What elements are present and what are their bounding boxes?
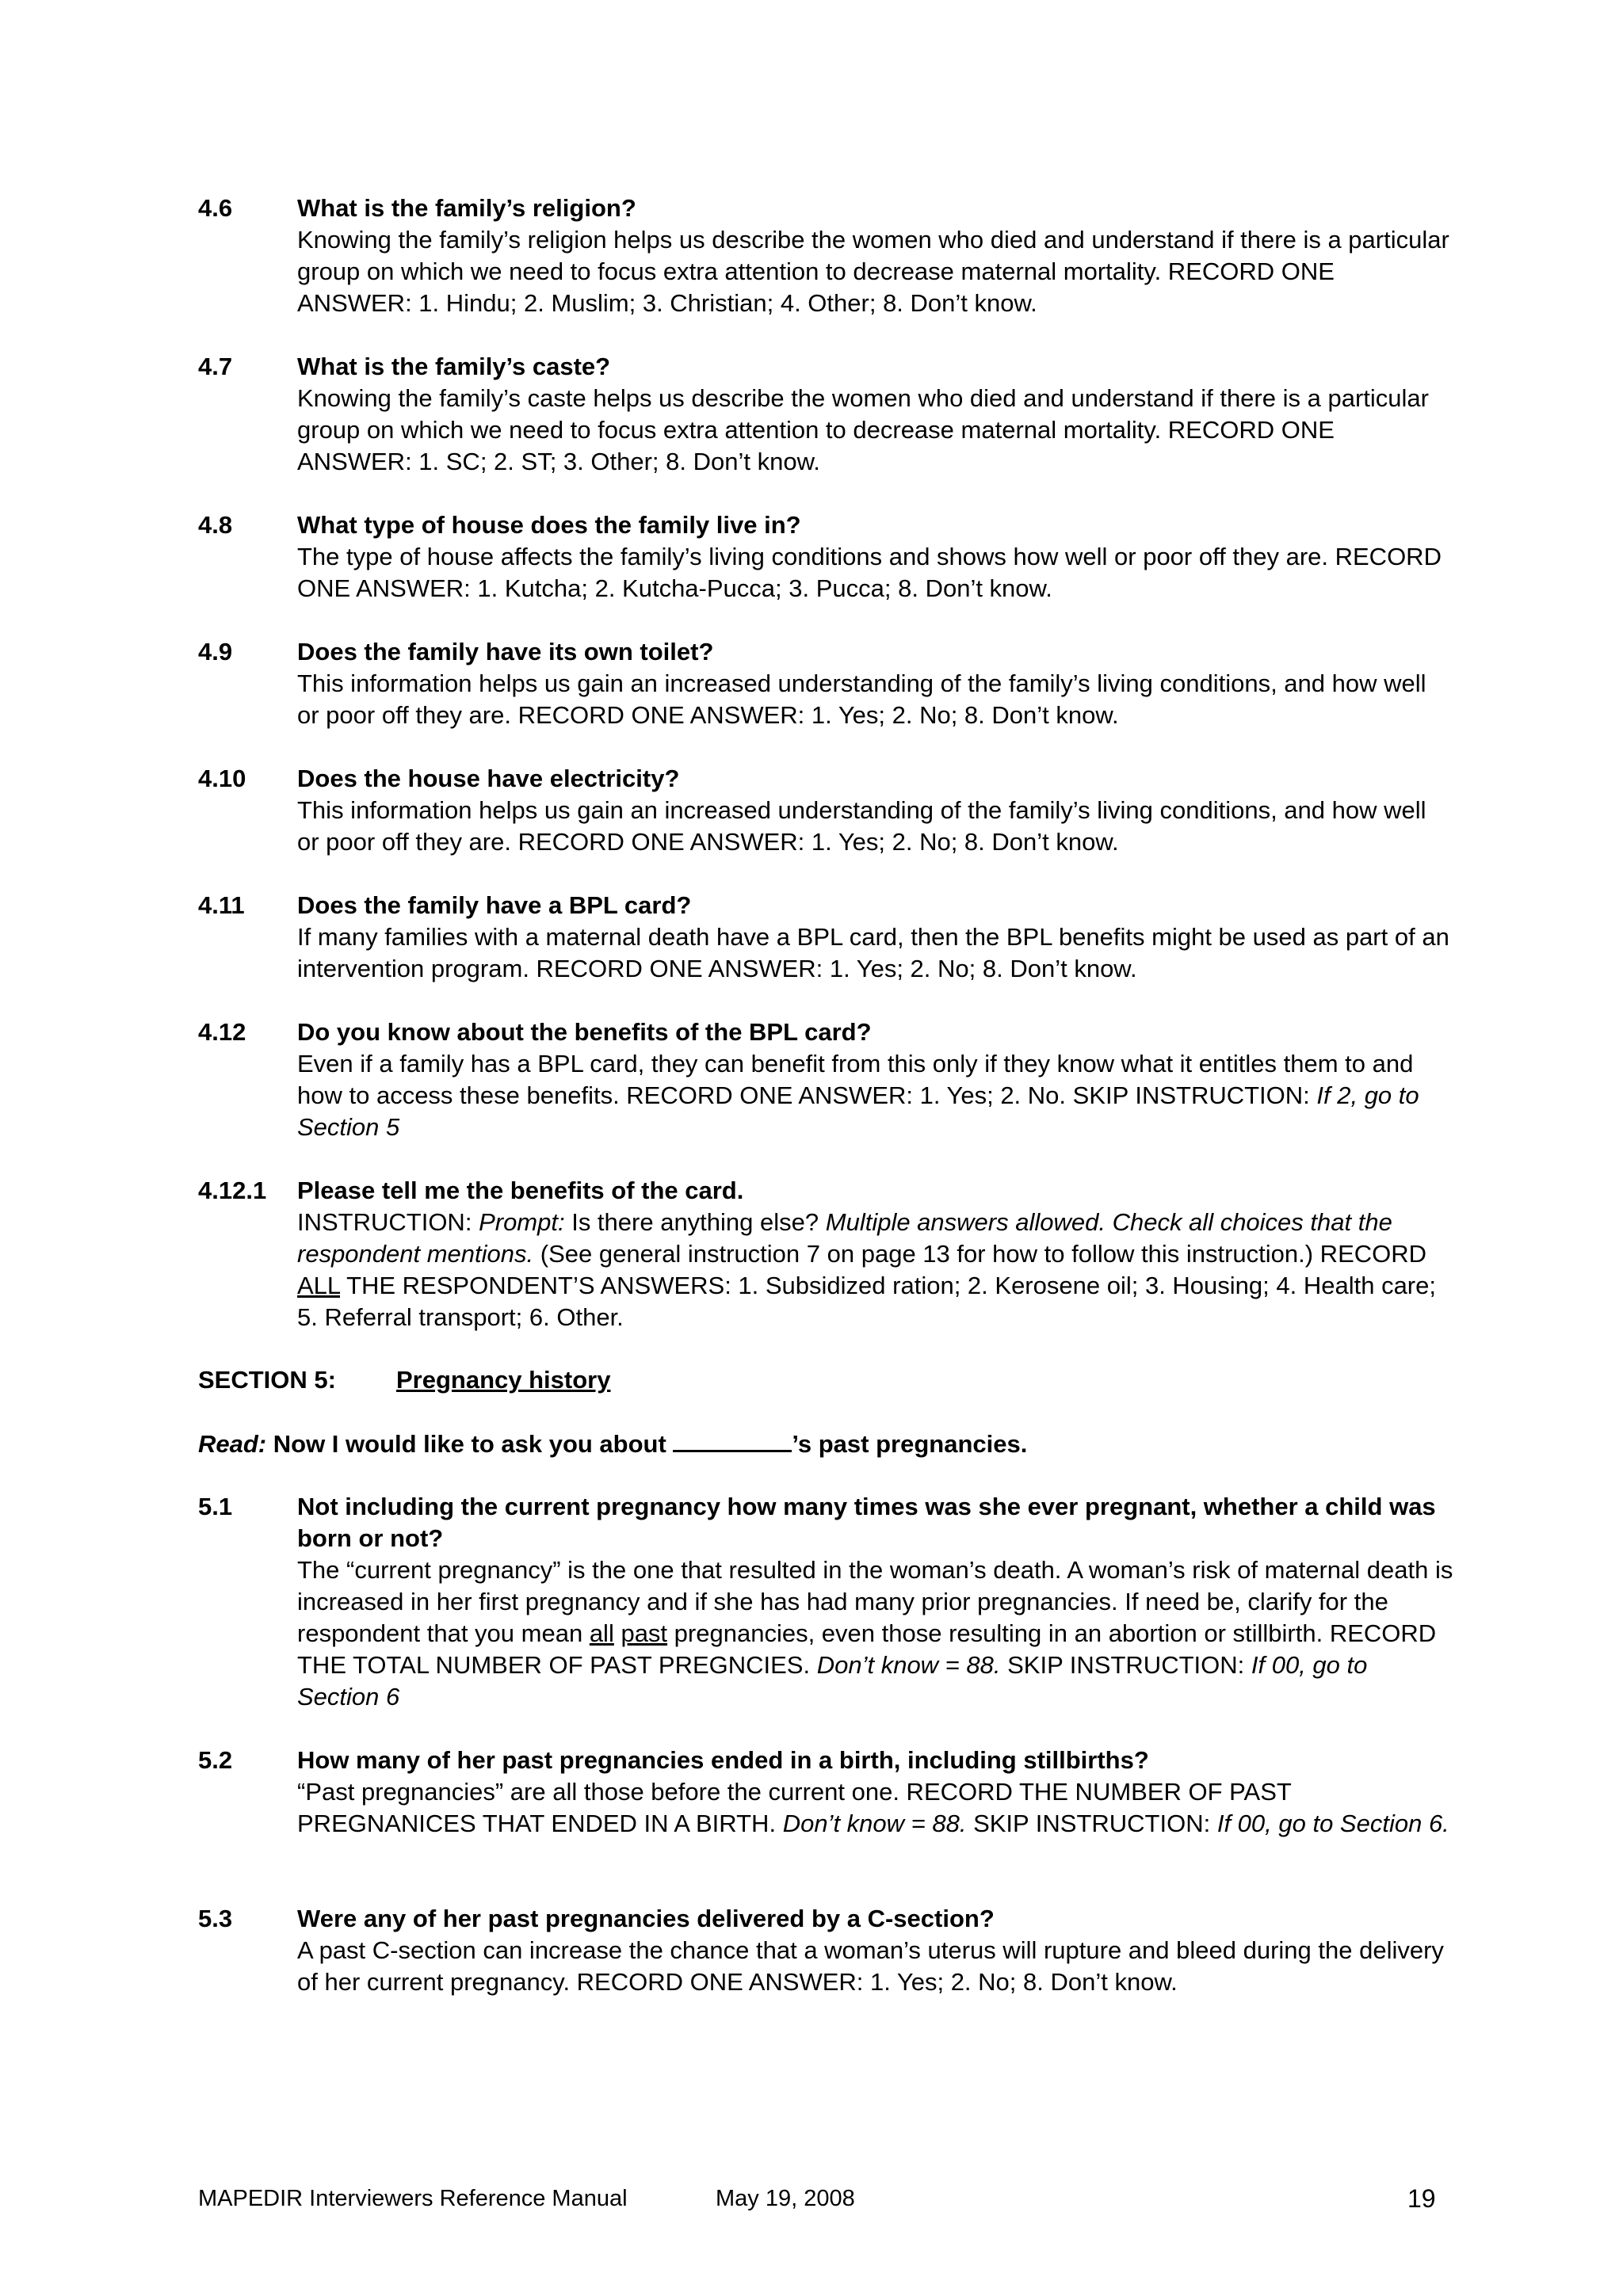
question-content — [297, 1491, 1454, 1713]
skip-instruction: If 00, go to Section 6 — [297, 1651, 1368, 1711]
question-number: 4.7 — [198, 353, 233, 380]
question-content — [297, 1903, 1454, 1998]
question-explanation — [297, 1776, 1454, 1840]
question-text: What type of house does the family live in? — [297, 511, 801, 539]
question-explanation: This information helps us gain an increased understanding of the family’s living conditions, and how well or poor off they are. RECORD ONE ANSWER: 1. Yes; 2. No; 8. Don’t know. — [297, 796, 1426, 856]
skip-instruction: If 00, go to Section 6. — [1216, 1810, 1449, 1837]
question-content — [297, 1016, 1454, 1143]
question-content — [297, 509, 1454, 605]
question-number: 4.8 — [198, 511, 233, 539]
question-number: 4.12.1 — [198, 1177, 267, 1204]
section-title: Pregnancy history — [396, 1366, 611, 1394]
dont-know-code: Don’t know = 88. — [816, 1651, 1001, 1679]
question-content — [297, 1745, 1454, 1840]
section-label: SECTION 5: — [198, 1366, 336, 1394]
question-text: Does the family have a BPL card? — [297, 891, 692, 919]
instruction-text: (See general instruction 7 on page 13 for how to follow this instruction.) RECORD — [533, 1240, 1427, 1268]
instruction-italic: Multiple answers allowed. Check all choices that the respondent mentions. — [297, 1208, 1392, 1268]
prompt-label: Prompt: — [479, 1208, 565, 1236]
underlined-word: past — [621, 1619, 668, 1647]
question-number: 4.9 — [198, 638, 233, 666]
dont-know-code: Don’t know = 88. — [782, 1810, 967, 1837]
question-content — [297, 1175, 1454, 1333]
question-content — [297, 890, 1454, 985]
question-explanation: Knowing the family’s caste helps us describe the women who died and understand if there is a particular group on which we need to focus extra attention to decrease maternal mortality. RECORD ONE ANSWER: 1. SC; 2. ST; 3. Other; 8. Don’t know. — [297, 384, 1429, 475]
question-text: Were any of her past pregnancies delivered by a C-section? — [297, 1905, 995, 1932]
read-text: Now I would like to ask you about — [266, 1430, 674, 1458]
question-explanation: The type of house affects the family’s living conditions and shows how well or poor off they are. RECORD ONE ANSWER: 1. Kutcha; 2. Kutcha-Pucca; 3. Pucca; 8. Don’t know. — [297, 543, 1442, 602]
question-explanation: This information helps us gain an increased understanding of the family’s living conditions, and how well or poor off they are. RECORD ONE ANSWER: 1. Yes; 2. No; 8. Don’t know. — [297, 669, 1426, 729]
skip-instruction: If 2, go to Section 5 — [297, 1081, 1419, 1141]
question-number: 5.3 — [198, 1905, 233, 1932]
question-explanation — [297, 1048, 1454, 1143]
explanation-text: Even if a family has a BPL card, they can benefit from this only if they know what it entitles them to and how to access these benefits. RECORD ONE ANSWER: 1. Yes; 2. No. SKIP INSTRUCTION: — [297, 1050, 1414, 1109]
question-text: Does the house have electricity? — [297, 765, 680, 792]
question-text: How many of her past pregnancies ended in a birth, including stillbirths? — [297, 1746, 1149, 1774]
explanation-text: SKIP INSTRUCTION: — [1000, 1651, 1251, 1679]
explanation-text: SKIP INSTRUCTION: — [966, 1810, 1217, 1837]
page-number: 19 — [1407, 2184, 1436, 2213]
question-number: 5.1 — [198, 1493, 233, 1520]
read-text: ’s past pregnancies. — [792, 1430, 1028, 1458]
question-number: 4.11 — [198, 891, 245, 919]
question-number: 4.10 — [198, 765, 246, 792]
footer-manual-title: MAPEDIR Interviewers Reference Manual — [198, 2186, 628, 2211]
question-text: What is the family’s caste? — [297, 353, 611, 380]
question-content — [297, 763, 1454, 858]
question-content — [297, 351, 1454, 478]
question-explanation: If many families with a maternal death have a BPL card, then the BPL benefits might be used as part of an intervention program. RECORD ONE ANSWER: 1. Yes; 2. No; 8. Don’t know. — [297, 923, 1449, 982]
instruction-text: Is there anything else? — [564, 1208, 826, 1236]
blank-line — [673, 1428, 792, 1452]
read-label: Read: — [198, 1430, 267, 1458]
explanation-text: pregnancies, even those resulting in an abortion or stillbirth. RECORD THE TOTAL NUMBER OF PAST PREGNCIES. — [297, 1619, 1437, 1679]
question-text: Do you know about the benefits of the BPL card? — [297, 1018, 872, 1046]
question-explanation: A past C-section can increase the chance that a woman’s uterus will rupture and bleed during the delivery of her current pregnancy. RECORD ONE ANSWER: 1. Yes; 2. No; 8. Don’t know. — [297, 1936, 1444, 1996]
footer-date: May 19, 2008 — [716, 2186, 855, 2211]
question-content — [297, 193, 1454, 319]
question-number: 4.12 — [198, 1018, 246, 1046]
instruction-underline: ALL — [297, 1272, 341, 1299]
question-explanation — [297, 1207, 1454, 1333]
instruction-text: INSTRUCTION: — [297, 1208, 479, 1236]
question-content — [297, 636, 1454, 731]
question-number: 5.2 — [198, 1746, 233, 1774]
question-explanation — [297, 1554, 1454, 1713]
read-instruction — [198, 1428, 1027, 1460]
question-number: 4.6 — [198, 194, 233, 222]
explanation-text: “Past pregnancies” are all those before the current one. RECORD THE NUMBER OF PAST PREGNANICES THAT ENDED IN A BIRTH. — [297, 1778, 1292, 1837]
question-text: What is the family’s religion? — [297, 194, 636, 222]
underlined-word: all — [589, 1619, 614, 1647]
question-text: Does the family have its own toilet? — [297, 638, 714, 666]
instruction-text: THE RESPONDENT’S ANSWERS: 1. Subsidized ration; 2. Kerosene oil; 3. Housing; 4. Health care; 5. Referral transport; 6. Other. — [297, 1272, 1436, 1331]
explanation-text: The “current pregnancy” is the one that resulted in the woman’s death. A woman’s risk of maternal death is increased in her first pregnancy and if she has had many prior pregnancies. If need be, clarify for the respondent that you mean — [297, 1556, 1453, 1647]
question-text: Please tell me the benefits of the card. — [297, 1177, 744, 1204]
question-explanation: Knowing the family’s religion helps us describe the women who died and understand if there is a particular group on which we need to focus extra attention to decrease maternal mortality. RECORD ONE ANSWER: 1. Hindu; 2. Muslim; 3. Christian; 4. Other; 8. Don’t know. — [297, 226, 1449, 317]
question-text: Not including the current pregnancy how many times was she ever pregnant, whether a child was born or not? — [297, 1493, 1436, 1552]
